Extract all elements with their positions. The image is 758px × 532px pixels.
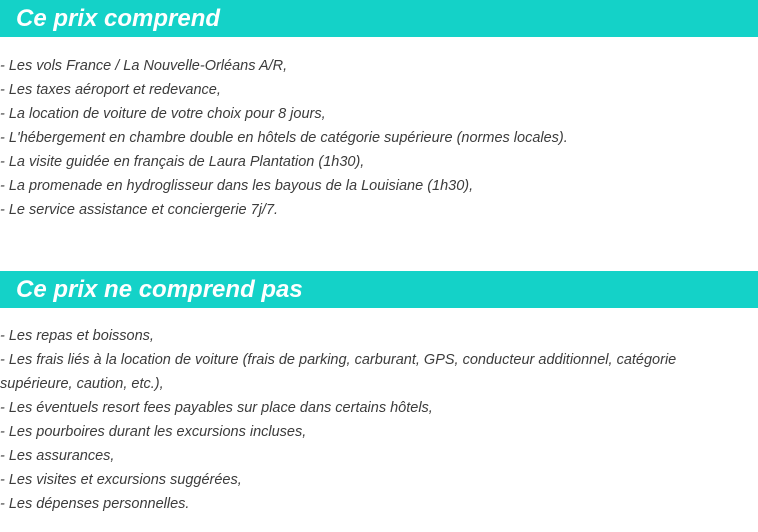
list-item: - Les repas et boissons, <box>0 328 154 344</box>
list-item: - Les assurances, <box>0 448 115 464</box>
list-item: - Les pourboires durant les excursions incluses, <box>0 424 307 440</box>
list-item: - Les vols France / La Nouvelle-Orléans A/R, <box>0 58 288 74</box>
list-item: - Les frais liés à la location de voiture (frais de parking, carburant, GPS, conducteur additionnel, catégorie supérieure, caution, etc.), <box>0 352 677 392</box>
list-item: - Les dépenses personnelles. <box>0 496 190 512</box>
list-item: - La promenade en hydroglisseur dans les bayous de la Louisiane (1h30), <box>0 178 474 194</box>
list-item: - L'hébergement en chambre double en hôtels de catégorie supérieure (normes locales). <box>0 130 568 146</box>
list-item: - Les taxes aéroport et redevance, <box>0 82 221 98</box>
list-item: - Les éventuels resort fees payables sur place dans certains hôtels, <box>0 400 433 416</box>
price-excludes-section <box>0 271 758 516</box>
price-includes-heading: Ce prix comprend <box>0 0 758 37</box>
price-includes-section <box>0 0 758 222</box>
price-includes-list <box>0 37 758 222</box>
price-excludes-heading: Ce prix ne comprend pas <box>0 271 758 308</box>
price-excludes-list <box>0 308 758 516</box>
list-item: - Le service assistance et conciergerie 7j/7. <box>0 202 279 218</box>
list-item: - La visite guidée en français de Laura Plantation (1h30), <box>0 154 365 170</box>
list-item: - La location de voiture de votre choix pour 8 jours, <box>0 106 326 122</box>
list-item: - Les visites et excursions suggérées, <box>0 472 242 488</box>
